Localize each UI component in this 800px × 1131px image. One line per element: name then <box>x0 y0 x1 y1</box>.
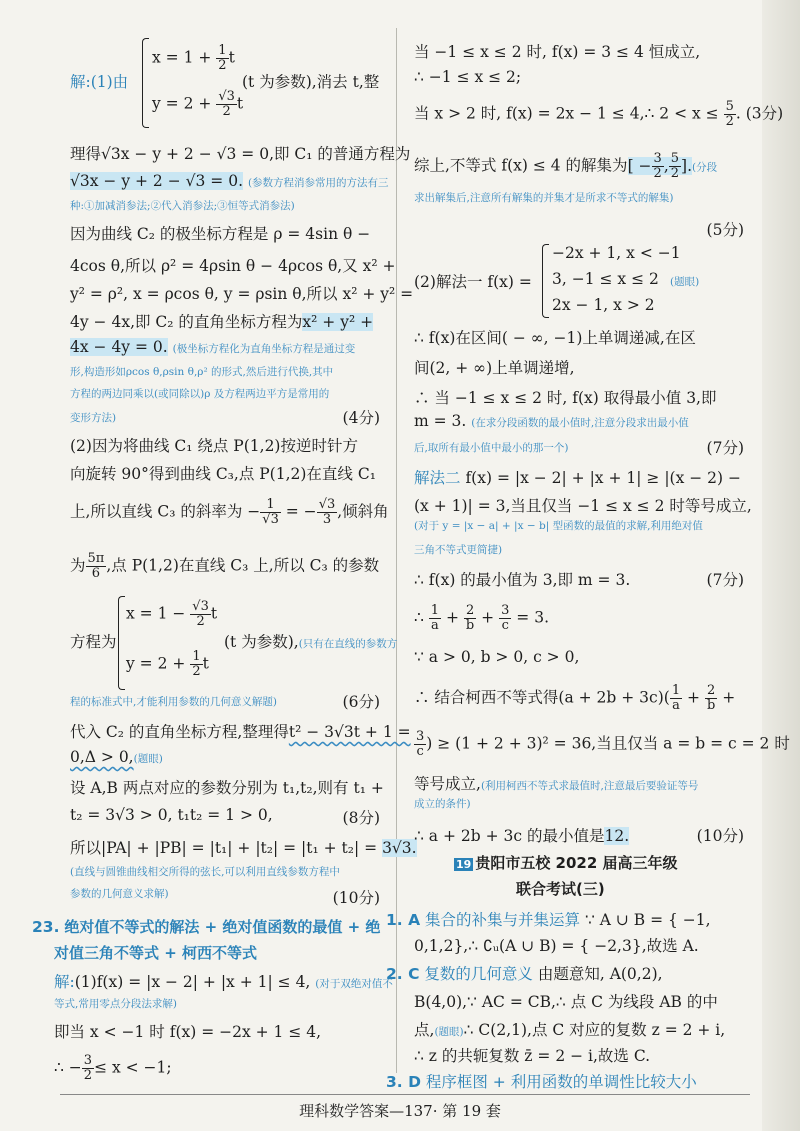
text-line: 等号成立,(利用柯西不等式求最值时,注意最后要验证等号 <box>414 775 699 793</box>
text-line: y² = ρ², x = ρcos θ, y = ρsin θ,所以 x² + y² = <box>70 285 414 303</box>
score: (7分) <box>706 439 744 457</box>
text-line: ∴ −1 ≤ x ≤ 2; <box>414 68 522 86</box>
section-subtitle: 联合考试(三) <box>516 880 605 898</box>
text-line: ∴ $\frac{1}{a}$ + $\frac{2}{b}$ + $\frac{3}{c}$ = 3. <box>414 603 550 633</box>
text-line: 向旋转 90°得到曲线 C₃,点 P(1,2)在直线 C₁ <box>70 465 376 483</box>
text-line: 综上,不等式 f(x) ≤ 4 的解集为[ − $\frac{3}{2}$ , $\frac{5}{2}$ ].(分段 <box>414 151 718 181</box>
answer-2: 2. C 复数的几何意义 由题意知, A(0,2), <box>386 965 663 983</box>
brace <box>542 244 549 318</box>
text-line: 所以|PA| + |PB| = |t₁| + |t₂| = |t₁ + t₂| = 3√3. <box>70 839 417 857</box>
text-line: (2)因为将曲线 C₁ 绕点 P(1,2)按逆时针方 <box>70 437 358 455</box>
text-line: 代入 C₂ 的直角坐标方程,整理得t² − 3√3t + 1 = <box>70 723 411 741</box>
param-eq-2: y = 2 + $\frac{√3}{2}$ t <box>152 89 244 119</box>
text-line: 当 x > 2 时, f(x) = 2x − 1 ≤ 4,∴ 2 < x ≤ $\frac{5}{2}$ . (3分) <box>414 99 784 129</box>
annotation: 三角不等式更简捷) <box>414 544 503 556</box>
text-line: 上,所以直线 C₃ 的斜率为 − $\frac{1}{√3}$ = − $\frac{√3}{3}$ ,倾斜角 <box>70 497 389 527</box>
text-line: 间(2, + ∞)上单调递增, <box>414 359 575 377</box>
piecewise-case-3: 2x − 1, x > 2 <box>552 296 655 314</box>
text-line: ∴ − $\frac{3}{2}$ ≤ x < −1; <box>54 1053 172 1083</box>
text-line: 解法二 f(x) = |x − 2| + |x + 1| ≥ |(x − 2) − <box>414 469 741 487</box>
score: (5分) <box>706 221 744 239</box>
score: (7分) <box>706 571 744 589</box>
page-edge <box>762 0 800 1131</box>
brace <box>118 596 125 690</box>
annotation: (对于 y = |x − a| + |x − b| 型函数的最值的求解,利用绝对值 <box>414 520 703 532</box>
text-line: 当 −1 ≤ x ≤ 2 时, f(x) = 3 ≤ 4 恒成立, <box>414 43 701 61</box>
score: (10分) <box>696 827 744 845</box>
annotation: 种:①加减消参法;②代入消参法;③恒等式消参法) <box>70 200 295 212</box>
param-note: (t 为参数),消去 t,整 <box>242 73 380 91</box>
question-23-header: 23. 绝对值不等式的解法 + 绝对值函数的最值 + 绝 <box>32 918 381 936</box>
annotation: 求出解集后,注意所有解集的并集才是所求不等式的解集) <box>414 192 674 204</box>
annotation: 形,构造形如ρcos θ,ρsin θ,ρ² 的形式,然后进行代换,其中 <box>70 366 334 378</box>
text-line: 为 $\frac{5\pi}{6}$ ,点 P(1,2)在直线 C₃ 上,所以 C₃ 的参数 <box>70 551 380 581</box>
text-line: t₂ = 3√3 > 0, t₁t₂ = 1 > 0, <box>70 806 273 824</box>
text-line: 因为曲线 C₂ 的极坐标方程是 ρ = 4sin θ − <box>70 225 371 243</box>
text-line: 设 A,B 两点对应的参数分别为 t₁,t₂,则有 t₁ + <box>70 779 384 797</box>
annotation: 参数的几何意义求解) <box>70 888 169 900</box>
text-line: 4cos θ,所以 ρ² = 4ρsin θ − 4ρcos θ,又 x² + <box>70 257 396 275</box>
answer-3: 3. D 程序框图 + 利用函数的单调性比较大小 <box>386 1073 697 1091</box>
section-title: 19 贵阳市五校 2022 届高三年级 <box>456 854 678 872</box>
annotation: 成立的条件) <box>414 798 471 810</box>
annotation: 程的标准式中,才能利用参数的几何意义解题) <box>70 696 277 708</box>
annotation: 方程的两边同乘以(或同除以)ρ 及方程两边平方是常用的 <box>70 388 330 400</box>
text-line: 理得√3x − y + 2 − √3 = 0,即 C₁ 的普通方程为 <box>70 145 411 163</box>
page-footer: 理科数学答案—137· 第 19 套 <box>299 1102 501 1120</box>
answer-1: 1. A 集合的补集与并集运算 ∵ A ∪ B = { −1, <box>386 911 711 929</box>
param-eq-3: x = 1 − $\frac{√3}{2}$ t <box>126 599 218 629</box>
annotation: (直线与圆锥曲线相交所得的弦长,可以利用直线参数方程中 <box>70 866 340 878</box>
text-line: B(4,0),∵ AC = CB,∴ 点 C 为线段 AB 的中 <box>414 993 718 1011</box>
text-line: (x + 1)| = 3,当且仅当 −1 ≤ x ≤ 2 时等号成立, <box>414 497 752 515</box>
text-line: 0,Δ > 0,(题眼) <box>70 748 163 766</box>
text-line: ∴ z 的共轭复数 z̄ = 2 − i,故选 C. <box>414 1047 651 1065</box>
annotation: (题眼) <box>670 276 700 288</box>
text-line: ∴ 当 −1 ≤ x ≤ 2 时, f(x) 取得最小值 3,即 <box>414 389 717 407</box>
annotation: 等式,常用零点分段法求解) <box>54 998 177 1010</box>
text-line: ∴ a + 2b + 3c 的最小值是12. <box>414 827 630 845</box>
score: (4分) <box>342 409 380 427</box>
question-23-header-cont: 对值三角不等式 + 柯西不等式 <box>54 944 258 962</box>
text-line: 即当 x < −1 时 f(x) = −2x + 1 ≤ 4, <box>54 1023 322 1041</box>
text-line: 4x − 4y = 0. (极坐标方程化为直角坐标方程是通过变 <box>70 338 356 356</box>
score: (10分) <box>332 889 380 907</box>
annotation: 变形方法) <box>70 412 117 424</box>
section-badge: 19 <box>456 858 472 871</box>
annotation: 后,取所有最小值中最小的那一个) <box>414 442 569 454</box>
text-line: 点,(题眼)∴ C(2,1),点 C 对应的复数 z = 2 + i, <box>414 1021 726 1039</box>
piecewise-label: (2)解法一 f(x) = <box>414 273 532 291</box>
text-line: ∴ f(x) 的最小值为 3,即 m = 3. <box>414 571 631 589</box>
piecewise-case-2: 3, −1 ≤ x ≤ 2 <box>552 270 659 288</box>
text-line: 4y − 4x,即 C₂ 的直角坐标方程为x² + y² + <box>70 313 374 331</box>
footer-rule <box>60 1094 750 1095</box>
score: (6分) <box>342 693 380 711</box>
score: (8分) <box>342 809 380 827</box>
param-eq-1: x = 1 + $\frac{1}{2}$ t <box>152 43 235 73</box>
text-line: $\frac{3}{c}$ ) ≥ (1 + 2 + 3)² = 36,当且仅当 a = b = c = 2 时 <box>416 729 790 759</box>
param-eq-4: y = 2 + $\frac{1}{2}$ t <box>126 649 209 679</box>
text-line: 方程为 <box>70 633 117 651</box>
text-line: ∴ f(x)在区间( − ∞, −1)上单调递减,在区 <box>414 329 696 347</box>
piecewise-case-1: −2x + 1, x < −1 <box>552 244 681 262</box>
text-line: ∴ 结合柯西不等式得(a + 2b + 3c)( $\frac{1}{a}$ + $\frac{2}{b}$ + <box>414 683 736 713</box>
text-line: (t 为参数),(只有在直线的参数方 <box>224 633 398 651</box>
text-line: √3x − y + 2 − √3 = 0. (参数方程消参常用的方法有三 <box>70 172 389 190</box>
brace <box>142 38 149 128</box>
text-line: m = 3. (在求分段函数的最小值时,注意分段求出最小值 <box>414 412 689 430</box>
text-line: ∵ a > 0, b > 0, c > 0, <box>414 648 580 666</box>
solution-label: 解:(1)由 <box>70 73 129 91</box>
text-line: 0,1,2},∴ ∁ᵤ(A ∪ B) = { −2,3},故选 A. <box>414 937 699 955</box>
text-line: 解:(1)f(x) = |x − 2| + |x + 1| ≤ 4, (对于双绝对值不 <box>54 973 393 991</box>
